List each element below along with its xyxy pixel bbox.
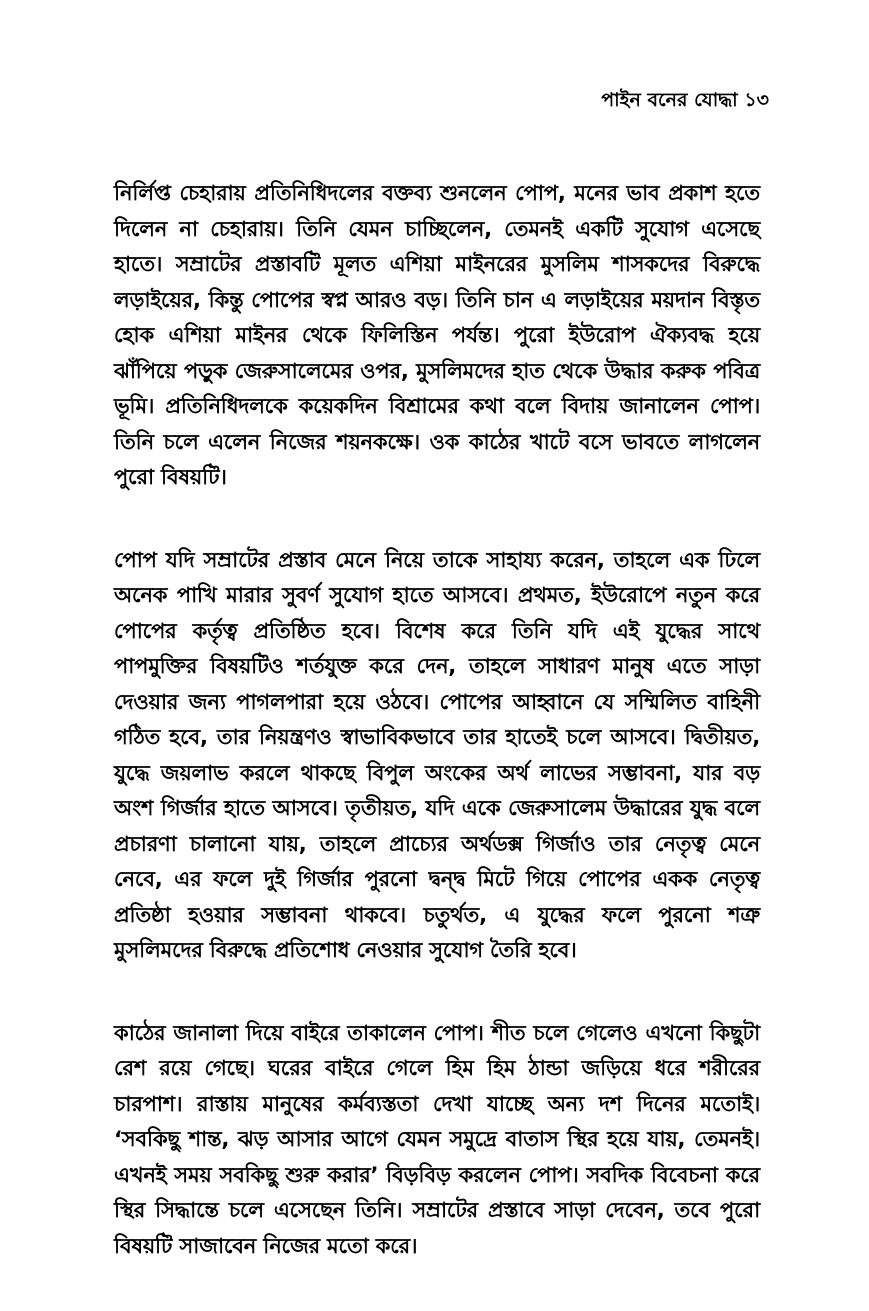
paragraph-1: নির্লিপ্ত চেহারায় প্রতিনিধিদলের বক্তব্য শুনলেন পোপ, মনের ভাব প্রকাশ হতে দিলেন না চেহারায়। তিনি যেমন চাচ্ছিলেন, তেমনই একটি সুযোগ এসেছে হাতে। সম্রাটের প্রস্তাবটি মূলত এশিয়া মাইনরের মুসলিম শাসকদের বিরুদ্ধে লড়াইয়ের, কিন্তু পোপের স্বপ্ন আরও বড়। তিনি চান এ লড়াইয়ের ময়দান বিস্তৃত হোক এশিয়া মাইনর থেকে ফিলিস্তিন পর্যন্ত। পুরো ইউরোপ ঐক্যবদ্ধ হয়ে ঝাঁপিয়ে পড়ুক জেরুসালেমের ওপর, মুসলিমদের হাত থেকে উদ্ধার করুক পবিত্র ভূমি। প্রতিনিধিদলকে কয়েকদিন বিশ্রামের কথা বলে বিদায় জানালেন পোপ। তিনি চলে এলেন নিজের শয়নকক্ষে। ওক কাঠের খাটে বসে ভাবতে লাগলেন পুরো বিষয়টি।: [114, 181, 760, 489]
page-body: [114, 176, 760, 1311]
paragraph-2: পোপ যদি সম্রাটের প্রস্তাব মেনে নিয়ে তাকে সাহায্য করেন, তাহলে এক ঢিলে অনেক পাখি মারার সুবর্ণ সুযোগ হাতে আসবে। প্রথমত, ইউরোপে নতুন করে পোপের কর্তৃত্ব প্রতিষ্ঠিত হবে। বিশেষ করে তিনি যদি এই যুদ্ধের সাথে পাপমুক্তির বিষয়টিও শর্তযুক্ত করে দেন, তাহলে সাধারণ মানুষ এতে সাড়া দেওয়ার জন্য পাগলপারা হয়ে ওঠবে। পোপের আহ্বানে যে সম্মিলিত বাহিনী গঠিত হবে, তার নিয়ন্ত্রণও স্বাভাবিকভাবে তার হাতেই চলে আসবে। দ্বিতীয়ত, যুদ্ধে জয়লাভ করলে থাকছে বিপুল অংকের অর্থ লাভের সম্ভাবনা, যার বড় অংশ গির্জার হাতে আসবে। তৃতীয়ত, যদি একে জেরুসালেম উদ্ধারের যুদ্ধ বলে প্রচারণা চালানো যায়, তাহলে প্রাচ্যের অর্থডক্স গির্জাও তার নেতৃত্ব মেনে নেবে, এর ফলে দুই গির্জার পুরনো দ্বন্দ্ব মিটে গিয়ে পোপের একক নেতৃত্ব প্রতিষ্ঠা হওয়ার সম্ভাবনা থাকবে। চতুর্থত, এ যুদ্ধের ফলে পুরনো শত্রু মুসলিমদের বিরুদ্ধে প্রতিশোধ নেওয়ার সুযোগ তৈরি হবে।: [114, 547, 760, 962]
running-head: [601, 86, 769, 118]
paragraph-3: কাঠের জানালা দিয়ে বাইরে তাকালেন পোপ। শীত চলে গেলেও এখনো কিছুটা রেশ রয়ে গেছে। ঘরের বাইরে গেলে হিম হিম ঠান্ডা জড়িয়ে ধরে শরীরের চারপাশ। রাস্তায় মানুষের কর্মব্যস্ততা দেখা যাচ্ছে অন্য দশ দিনের মতোই। ‘সবকিছু শান্ত, ঝড় আসার আগে যেমন সমুদ্রে বাতাস স্থির হয়ে যায়, তেমনই। এখনই সময় সবকিছু শুরু করার’ বিড়বিড় করলেন পোপ। সবদিক বিবেচনা করে স্থির সিদ্ধান্তে চলে এসেছেন তিনি। সম্রাটের প্রস্তাবে সাড়া দেবেন, তবে পুরো বিষয়টি সাজাবেন নিজের মতো করে।: [114, 1020, 760, 1258]
page-number: ১৩: [744, 89, 769, 111]
running-title: পাইন বনের যোদ্ধা: [601, 89, 738, 111]
